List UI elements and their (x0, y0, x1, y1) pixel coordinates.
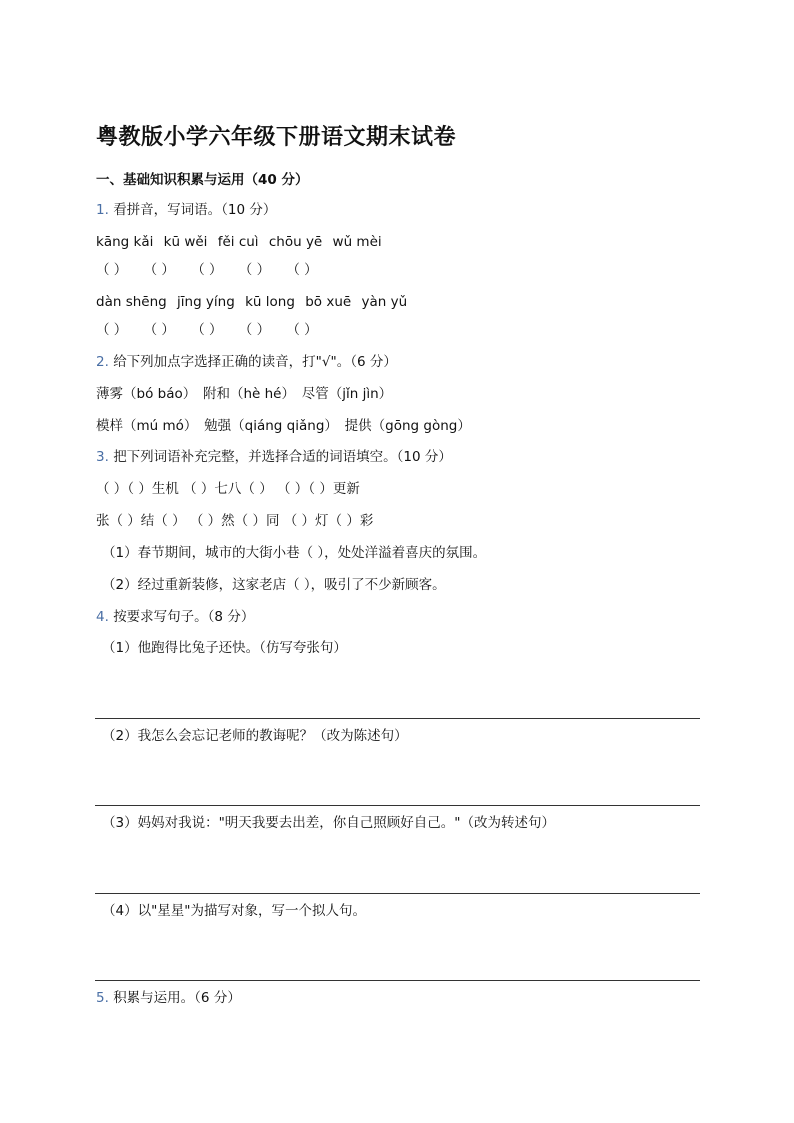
section-heading: 一、基础知识积累与运用（40 分） (96, 172, 309, 188)
question-number: 2. (96, 354, 109, 370)
question-5 (96, 989, 241, 1007)
rewrite-task-4: （4）以"星星"为描写对象，写一个拟人句。 (102, 903, 367, 919)
pinyin-item: yàn yǔ (361, 294, 408, 310)
answer-bracket[interactable]: （ ） (286, 262, 318, 278)
rewrite-task-1: （1）他跑得比兔子还快。（仿写夸张句） (102, 640, 347, 656)
answer-bracket[interactable]: （ ） (238, 262, 271, 278)
pinyin-row-1 (96, 233, 382, 251)
question-text: 积累与运用。（6 分） (113, 990, 241, 1006)
question-1 (96, 201, 276, 219)
answer-line[interactable] (95, 980, 700, 981)
question-text: 按要求写句子。（8 分） (113, 609, 255, 625)
rewrite-task-2: （2）我怎么会忘记老师的教诲呢？（改为陈述句） (102, 728, 408, 744)
question-number: 5. (96, 990, 109, 1006)
question-text: 给下列加点字选择正确的读音，打"√"。（6 分） (113, 354, 397, 370)
pinyin-item: kū wěi (163, 234, 208, 250)
answer-brackets-row-1 (96, 261, 318, 279)
answer-bracket[interactable]: （ ） (143, 322, 175, 338)
question-text: 看拼音，写词语。（10 分） (113, 202, 277, 218)
reading-choice-row-1: 薄雾（bó báo） 附和（hè hé） 尽管（jǐn jìn） (96, 386, 393, 402)
question-number: 1. (96, 202, 109, 218)
pinyin-row-2 (96, 293, 407, 311)
answer-bracket[interactable]: （ ） (238, 322, 271, 338)
pinyin-item: wǔ mèi (332, 234, 382, 250)
answer-bracket[interactable]: （ ） (286, 322, 318, 338)
answer-line[interactable] (95, 718, 700, 719)
idiom-row-1: （ ）（ ）生机 （ ）七八（ ） （ ）（ ）更新 (96, 481, 360, 497)
pinyin-item: kū long (245, 294, 295, 310)
answer-bracket[interactable]: （ ） (191, 322, 223, 338)
answer-bracket[interactable]: （ ） (143, 262, 175, 278)
pinyin-item: dàn shēng (96, 294, 167, 310)
page-title: 粤教版小学六年级下册语文期末试卷 (96, 125, 457, 150)
answer-line[interactable] (95, 893, 700, 894)
pinyin-item: chōu yē (268, 234, 323, 250)
fill-sentence-2: （2）经过重新装修，这家老店（ ），吸引了不少新顾客。 (102, 577, 446, 593)
answer-bracket[interactable]: （ ） (191, 262, 223, 278)
question-2 (96, 353, 397, 371)
pinyin-item: bō xuē (305, 294, 352, 310)
answer-brackets-row-2 (96, 321, 318, 339)
idiom-row-2: 张（ ）结（ ） （ ）然（ ）同 （ ）灯（ ）彩 (96, 513, 374, 529)
rewrite-task-3: （3）妈妈对我说："明天我要去出差，你自己照顾好自己。"（改为转述句） (102, 815, 556, 831)
answer-bracket[interactable]: （ ） (96, 322, 128, 338)
answer-bracket[interactable]: （ ） (96, 262, 128, 278)
question-4 (96, 608, 254, 626)
pinyin-item: jīng yíng (177, 294, 235, 310)
question-3 (96, 448, 452, 466)
question-number: 3. (96, 449, 109, 465)
question-number: 4. (96, 609, 109, 625)
reading-choice-row-2: 模样（mú mó） 勉强（qiáng qiǎng） 提供（gōng gòng） (96, 418, 471, 434)
question-text: 把下列词语补充完整，并选择合适的词语填空。（10 分） (113, 449, 452, 465)
fill-sentence-1: （1）春节期间，城市的大街小巷（ ），处处洋溢着喜庆的氛围。 (102, 545, 487, 561)
pinyin-item: kāng kǎi (96, 234, 154, 250)
pinyin-item: fěi cuì (217, 234, 259, 250)
answer-line[interactable] (95, 805, 700, 806)
